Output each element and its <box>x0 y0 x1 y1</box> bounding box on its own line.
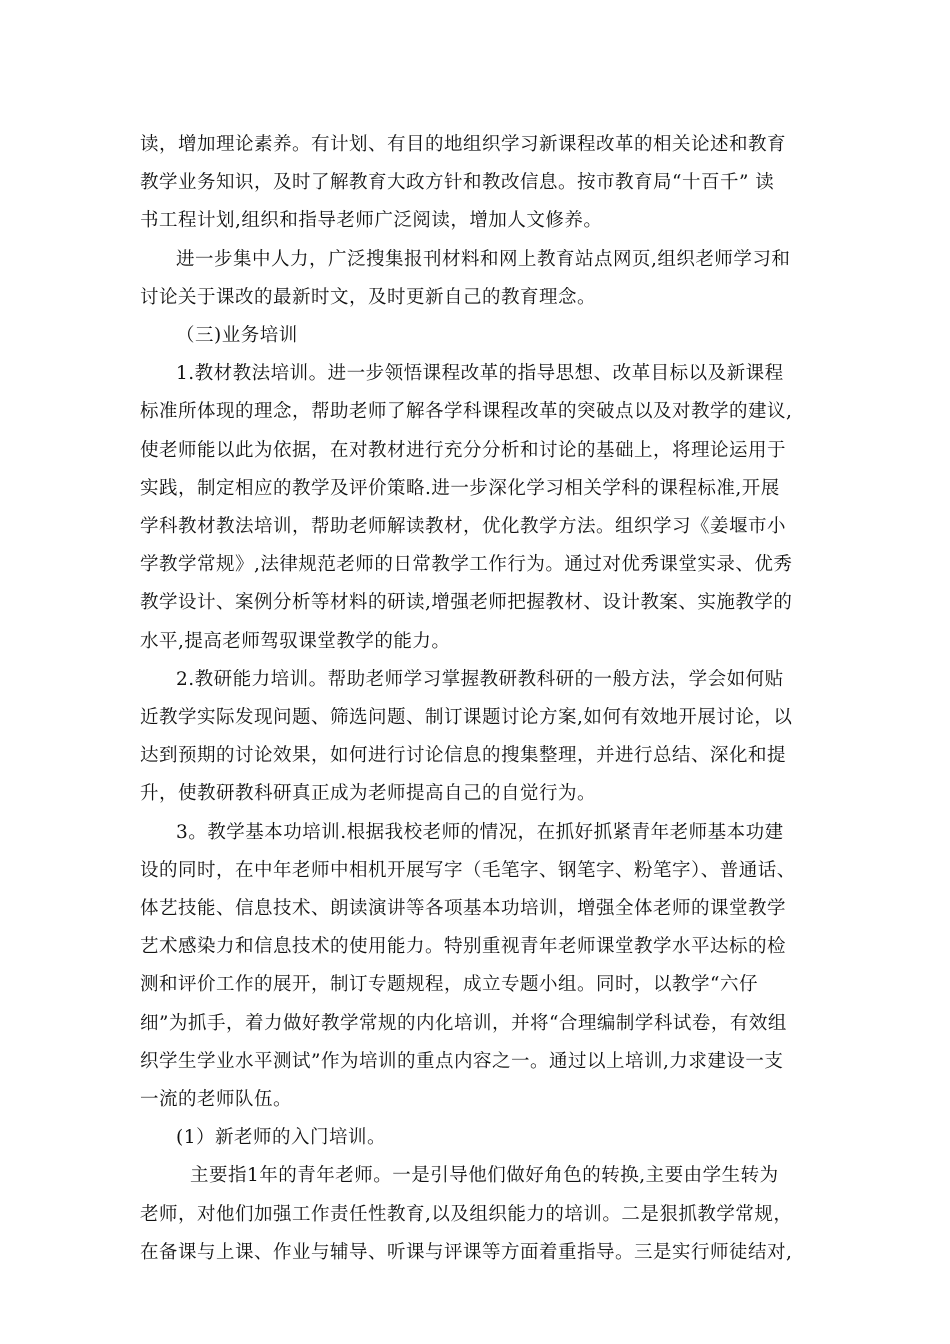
text-line: 1.教材教法培训。进一步领悟课程改革的指导思想、改革目标以及新课程 <box>176 363 784 385</box>
section-heading-business-training <box>140 317 812 355</box>
text-line: 近教学实际发现问题、筛选问题、制订课题讨论方案,如何有效地开展讨论，以 <box>140 707 793 729</box>
text-line: 在备课与上课、作业与辅导、听课与评课等方面着重指导。三是实行师徒结对, <box>140 1241 793 1263</box>
text-line: 进一步集中人力，广泛搜集报刊材料和网上教育站点网页,组织老师学习和 <box>176 248 791 270</box>
paragraph-textbook-training <box>140 355 812 661</box>
text-line: 水平,提高老师驾驭课堂教学的能力。 <box>140 630 451 652</box>
text-line: 织学生学业水平测试”作为培训的重点内容之一。通过以上培训,力求建设一支 <box>140 1050 784 1072</box>
text-line: 测和评价工作的展开，制订专题规程，成立专题小组。同时，以教学“六仔 <box>140 974 758 996</box>
text-line: 达到预期的讨论效果，如何进行讨论信息的搜集整理，并进行总结、深化和提 <box>140 745 787 767</box>
text-line: 使老师能以此为依据，在对教材进行充分分析和讨论的基础上，将理论运用于 <box>140 439 787 461</box>
paragraph-basic-skills-training <box>140 814 812 1120</box>
text-line: 主要指1年的青年老师。一是引导他们做好角色的转换,主要由学生转为 <box>190 1165 779 1187</box>
text-line: 讨论关于课改的最新时文，及时更新自己的教育理念。 <box>140 286 597 308</box>
body-text <box>140 126 812 1272</box>
text-line: 书工程计划,组织和指导老师广泛阅读，增加人文修养。 <box>140 210 603 232</box>
text-line: 教学业务知识，及时了解教育大政方针和教改信息。按市教育局“十百千” 读 <box>140 172 775 194</box>
text-line: 艺术感染力和信息技术的使用能力。特别重视青年老师课堂教学水平达标的检 <box>140 936 787 958</box>
paragraph-research-training <box>140 661 812 814</box>
text-line: 学科教材教法培训，帮助老师解读教材，优化教学方法。组织学习《姜堰市小 <box>140 516 787 538</box>
paragraph-collect-materials <box>140 241 812 317</box>
text-line: 标准所体现的理念，帮助老师了解各学科课程改革的突破点以及对教学的建议, <box>140 401 793 423</box>
paragraph-new-teacher-details <box>140 1157 812 1272</box>
subheading-new-teacher-training <box>140 1119 812 1157</box>
text-line: 老师，对他们加强工作责任性教育,以及组织能力的培训。二是狠抓教学常规， <box>140 1203 793 1225</box>
text-line: 教学设计、案例分析等材料的研读,增强老师把握教材、设计教案、实施教学的 <box>140 592 793 614</box>
text-line: 体艺技能、信息技术、朗读演讲等各项基本功培训，增强全体老师的课堂教学 <box>140 898 787 920</box>
section-heading: （三)业务培训 <box>176 325 298 347</box>
text-line: 2.教研能力培训。帮助老师学习掌握教研教科研的一般方法，学会如何贴 <box>176 668 784 690</box>
text-line: 3。教学基本功培训.根据我校老师的情况，在抓好抓紧青年老师基本功建 <box>176 821 784 843</box>
text-line: 实践，制定相应的教学及评价策略.进一步深化学习相关学科的课程标准,开展 <box>140 477 780 499</box>
paragraph-reading-continued <box>140 126 812 241</box>
text-line: 读，增加理论素养。有计划、有目的地组织学习新课程改革的相关论述和教育 <box>140 134 787 155</box>
subheading: (1）新老师的入门培训。 <box>176 1127 386 1149</box>
text-line: 学教学常规》,法律规范老师的日常教学工作行为。通过对优秀课堂实录、优秀 <box>140 554 793 576</box>
text-line: 细”为抓手，着力做好教学常规的内化培训，并将“合理编制学科试卷，有效组 <box>140 1012 787 1034</box>
text-line: 升，使教研教科研真正成为老师提高自己的自觉行为。 <box>140 783 597 805</box>
text-line: 一流的老师队伍。 <box>140 1089 293 1111</box>
text-line: 设的同时，在中年老师中相机开展写字（毛笔字、钢笔字、粉笔字）、普通话、 <box>140 859 796 881</box>
